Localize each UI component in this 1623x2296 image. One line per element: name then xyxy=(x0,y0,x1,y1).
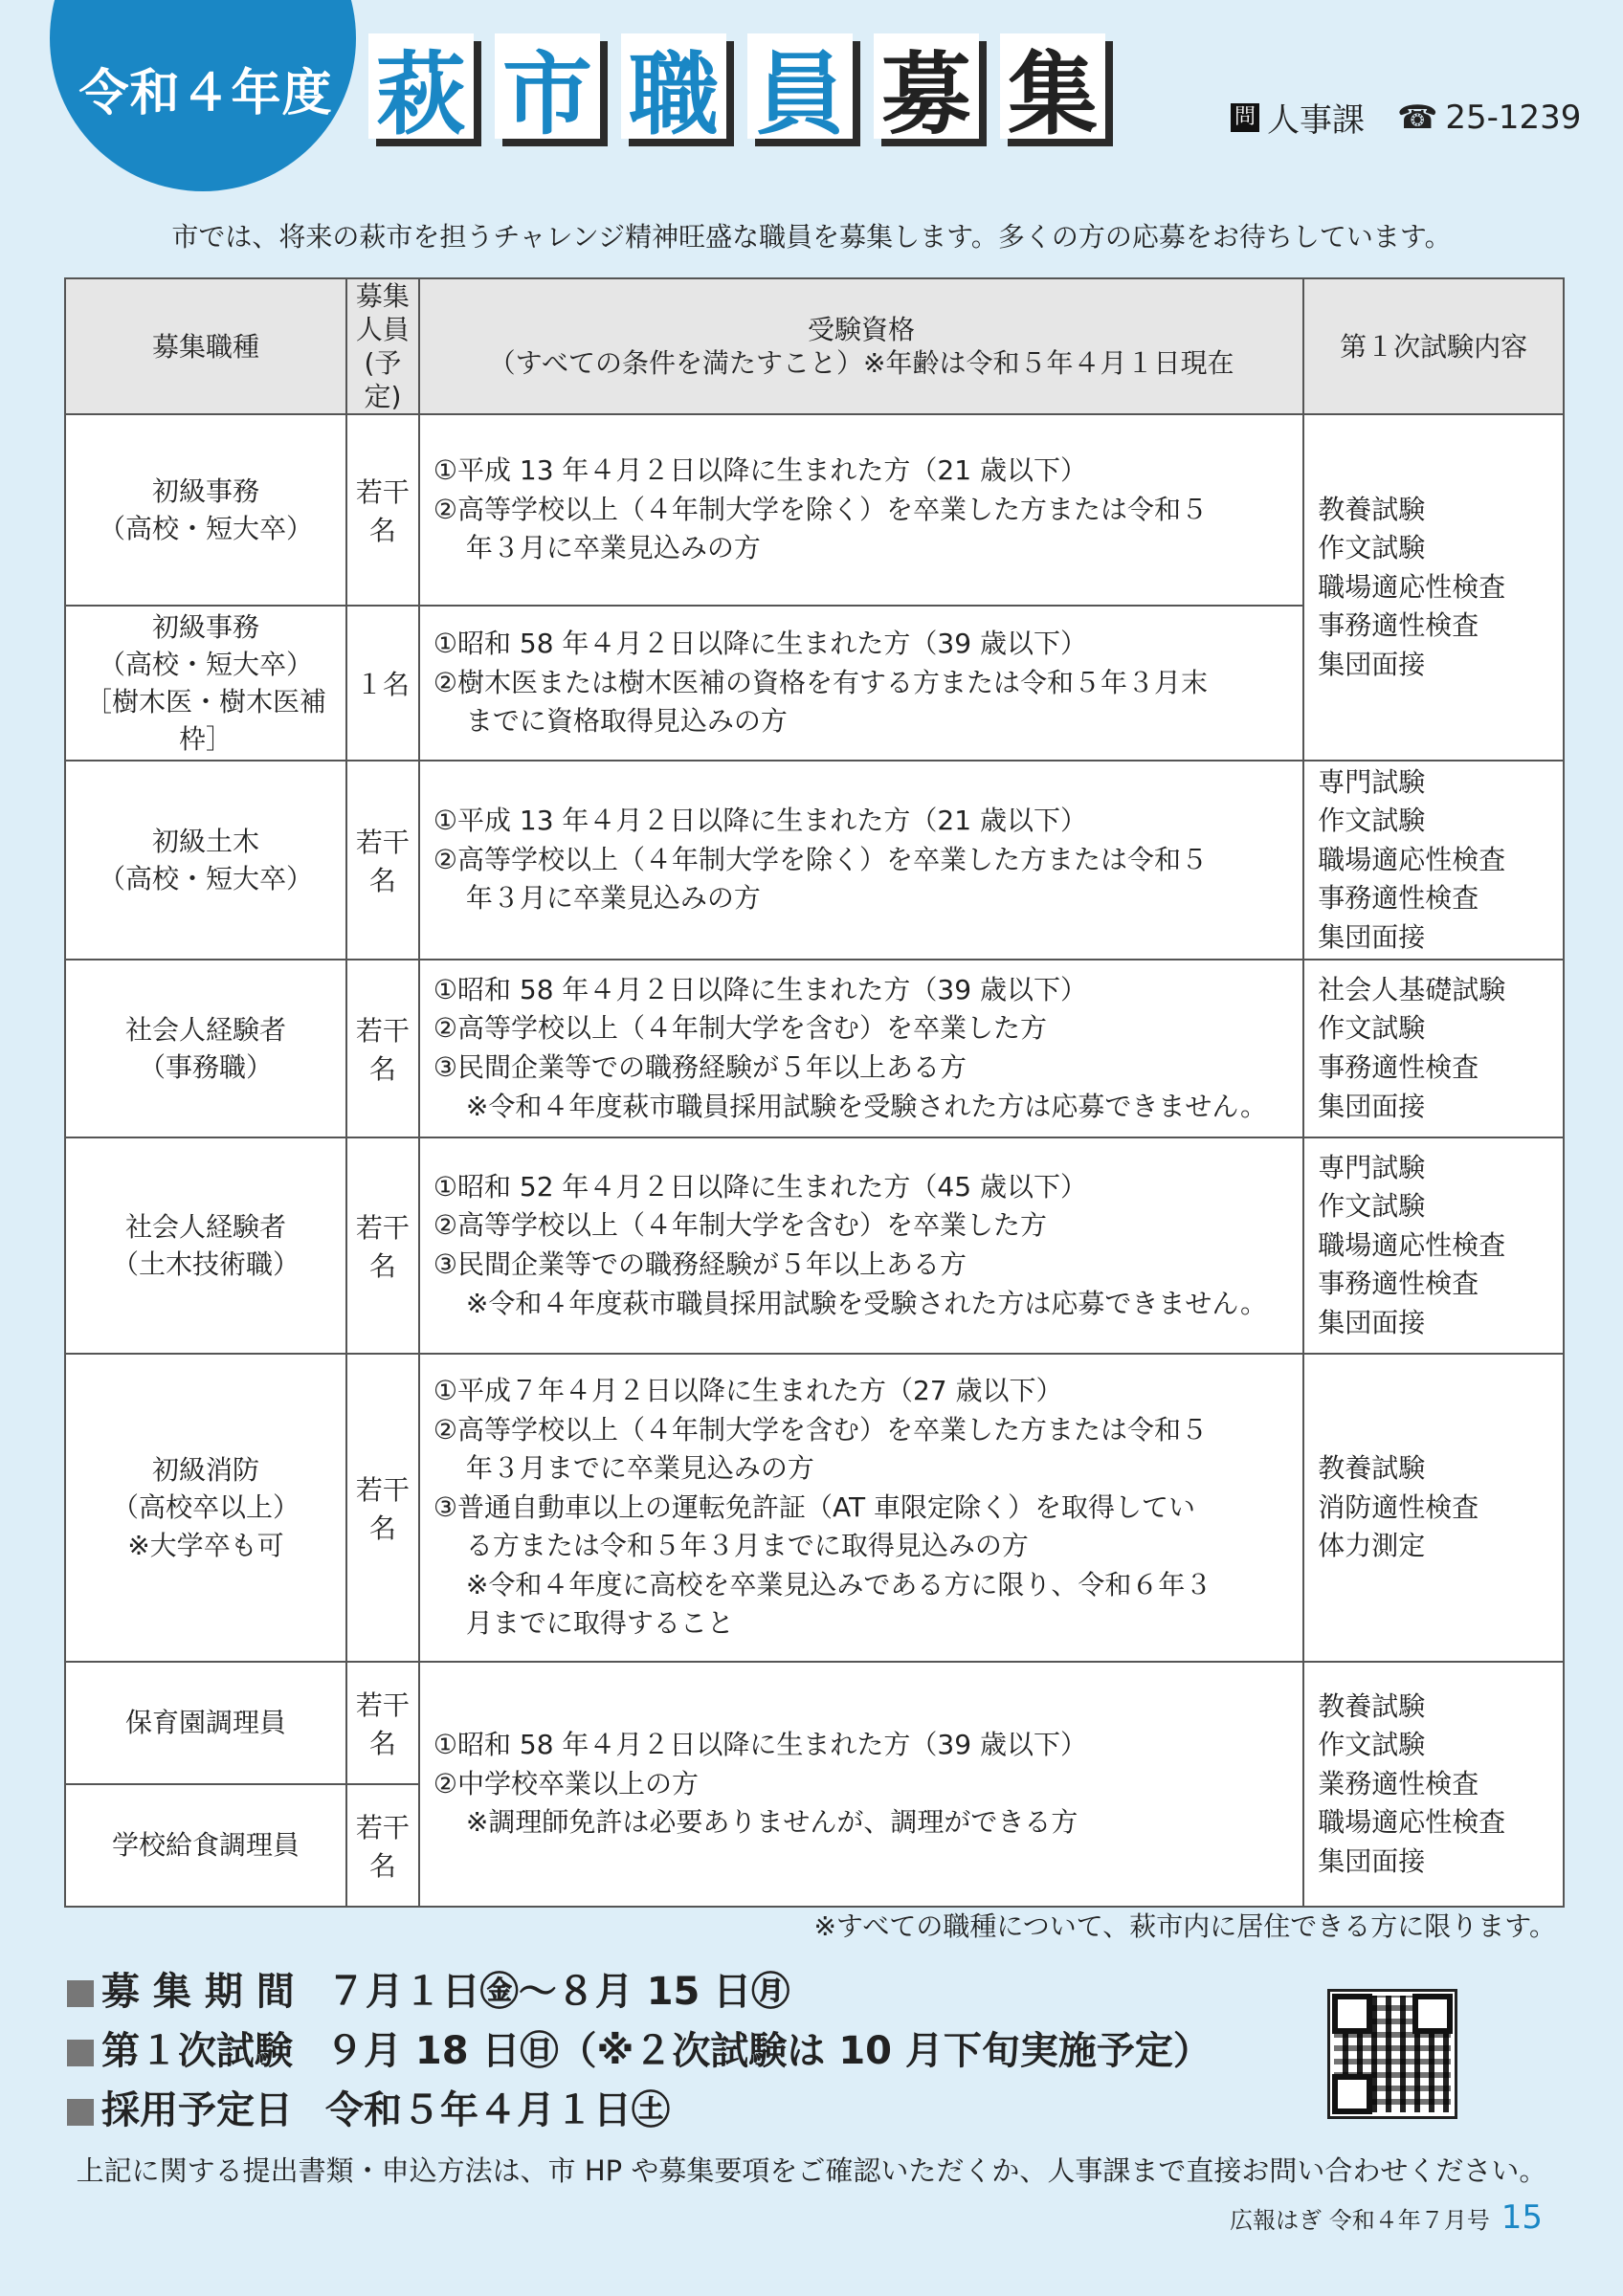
exam-cell: 専門試験 作文試験 職場適応性検査 事務適性検査 集団面接 xyxy=(1303,1137,1564,1354)
intro-text: 市では、将来の萩市を担うチャレンジ精神旺盛な職員を募集します。多くの方の応募をお待ちしています。 xyxy=(171,221,1452,253)
qualification-cell: ①昭和 58 年４月２日以降に生まれた方（39 歳以下） ②中学校卒業以上の方 ※調理師免許は必要ありませんが、調理ができる方 xyxy=(419,1662,1303,1907)
page-footer xyxy=(1230,2198,1543,2237)
qualification-cell: ①平成 13 年４月２日以降に生まれた方（21 歳以下） ②高等学校以上（４年制大学を除く）を卒業した方または令和５ 年３月に卒業見込みの方 xyxy=(419,414,1303,606)
count-cell: １名 xyxy=(346,606,419,761)
year-badge: 令和４年度 xyxy=(78,65,333,122)
schedule-period: 募 集 期 間 ７月１日㊎～８月 15 日㊊ xyxy=(67,1961,789,2016)
exam-cell: 社会人基礎試験 作文試験 事務適性検査 集団面接 xyxy=(1303,960,1564,1137)
schedule-first-exam: 第１次試験 ９月 18 日㊐（※２次試験は 10 月下旬実施予定） xyxy=(67,2020,1212,2075)
title-char: 募 xyxy=(874,33,979,139)
exam-cell: 教養試験 消防適性検査 体力測定 xyxy=(1303,1354,1564,1662)
contact-dept: 人事課 xyxy=(1267,101,1365,140)
job-cell: 初級事務 （高校・短大卒） ［樹木医・樹木医補枠］ xyxy=(65,606,346,761)
count-cell: 若干名 xyxy=(346,414,419,606)
qualification-cell: ①昭和 58 年４月２日以降に生まれた方（39 歳以下） ②樹木医または樹木医補の資格を有する方または令和５年３月末 までに資格取得見込みの方 xyxy=(419,606,1303,761)
job-cell: 初級消防 （高校卒以上） ※大学卒も可 xyxy=(65,1354,346,1662)
header-job: 募集職種 xyxy=(65,278,346,414)
table-row xyxy=(65,1662,1564,1784)
inquiry-note: 上記に関する提出書類・申込方法は、市 HP や募集要項をご確認いただくか、人事課まで直接お問い合わせください。 xyxy=(76,2154,1547,2187)
exam-cell: 教養試験 作文試験 業務適性検査 職場適応性検査 集団面接 xyxy=(1303,1662,1564,1907)
job-cell: 初級土木 （高校・短大卒） xyxy=(65,761,346,960)
phone-icon: ☎ xyxy=(1397,98,1438,137)
residency-note: ※すべての職種について、萩市内に居住できる方に限ります。 xyxy=(813,1910,1556,1942)
header-exam: 第１次試験内容 xyxy=(1303,278,1564,414)
count-cell: 若干名 xyxy=(346,1354,419,1662)
inquiry-icon: 問 xyxy=(1231,103,1259,132)
schedule-hire-date: 採用予定日 令和５年４月１日㊏ xyxy=(67,2080,670,2134)
qualification-cell: ①昭和 58 年４月２日以降に生まれた方（39 歳以下） ②高等学校以上（４年制大学を含む）を卒業した方 ③民間企業等での職務経験が５年以上ある方 ※令和４年度萩市職員採用試験を受験された方は応募できません。 xyxy=(419,960,1303,1137)
publication-name: 広報はぎ 令和４年７月号 xyxy=(1230,2207,1490,2234)
table-row xyxy=(65,414,1564,606)
count-cell: 若干名 xyxy=(346,761,419,960)
title-char: 集 xyxy=(1000,33,1105,139)
qualification-cell: ①昭和 52 年４月２日以降に生まれた方（45 歳以下） ②高等学校以上（４年制大学を含む）を卒業した方 ③民間企業等での職務経験が５年以上ある方 ※令和４年度萩市職員採用試験を受験された方は応募できません。 xyxy=(419,1137,1303,1354)
exam-cell: 教養試験 作文試験 職場適応性検査 事務適性検査 集団面接 xyxy=(1303,414,1564,761)
bullet-square-icon xyxy=(67,2099,94,2126)
table-row xyxy=(65,1354,1564,1662)
table-row xyxy=(65,960,1564,1137)
job-cell: 保育園調理員 xyxy=(65,1662,346,1784)
job-cell: 学校給食調理員 xyxy=(65,1784,346,1907)
table-row xyxy=(65,1137,1564,1354)
qr-code-icon[interactable] xyxy=(1330,1992,1455,2116)
qualification-cell: ①平成 13 年４月２日以降に生まれた方（21 歳以下） ②高等学校以上（４年制大学を除く）を卒業した方または令和５ 年３月に卒業見込みの方 xyxy=(419,761,1303,960)
job-cell: 社会人経験者 （事務職） xyxy=(65,960,346,1137)
qualification-cell: ①平成７年４月２日以降に生まれた方（27 歳以下） ②高等学校以上（４年制大学を含む）を卒業した方または令和５ 年３月までに卒業見込みの方 ③普通自動車以上の運転免許証（AT 車限定除く）を取得してい る方または令和５年３月までに取得見込みの方 ※令和４年度に高校を卒業見込みである方に限り、令和６年３ 月までに取得すること xyxy=(419,1354,1303,1662)
count-cell: 若干名 xyxy=(346,960,419,1137)
bullet-square-icon xyxy=(67,2040,94,2066)
job-cell: 社会人経験者 （土木技術職） xyxy=(65,1137,346,1354)
title-char: 萩 xyxy=(368,33,474,139)
header-count: 募集 人員 (予定) xyxy=(346,278,419,414)
recruitment-table xyxy=(64,277,1565,1908)
contact-phone: 25-1239 xyxy=(1445,98,1582,137)
bullet-square-icon xyxy=(67,1980,94,2007)
header-qualification: 受験資格 （すべての条件を満たすこと）※年齢は令和５年４月１日現在 xyxy=(419,278,1303,414)
count-cell: 若干名 xyxy=(346,1784,419,1907)
contact-info xyxy=(1231,94,1581,141)
count-cell: 若干名 xyxy=(346,1137,419,1354)
title-char: 職 xyxy=(621,33,726,139)
table-row xyxy=(65,761,1564,960)
table-header-row xyxy=(65,278,1564,414)
title-char: 市 xyxy=(495,33,600,139)
exam-cell: 専門試験 作文試験 職場適応性検査 事務適性検査 集団面接 xyxy=(1303,761,1564,960)
page-title xyxy=(368,33,1105,148)
title-char: 員 xyxy=(747,33,853,139)
count-cell: 若干名 xyxy=(346,1662,419,1784)
job-cell: 初級事務 （高校・短大卒） xyxy=(65,414,346,606)
page-number: 15 xyxy=(1501,2198,1543,2237)
